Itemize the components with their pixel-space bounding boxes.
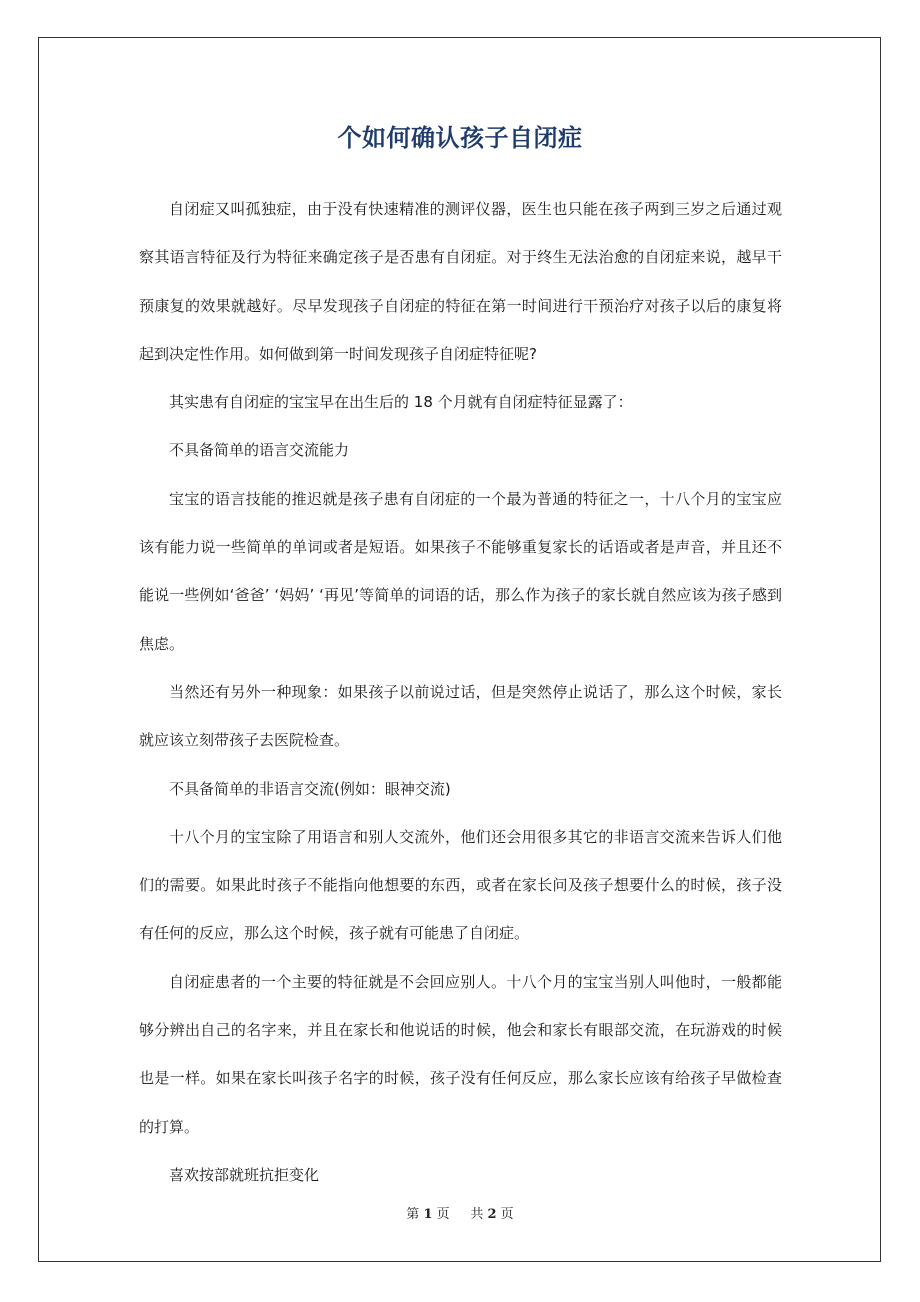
paragraph-intro: 自闭症又叫孤独症，由于没有快速精准的测评仪器，医生也只能在孩子两到三岁之后通过观察其语言特征及行为特征来确定孩子是否患有自闭症。对于终生无法治愈的自闭症来说，越早干预康复的效果就越好。尽早发现孩子自闭症的特征在第一时间进行干预治疗对孩子以后的康复将起到决定性作用。如何做到第一时间发现孩子自闭症特征呢? — [139, 200, 782, 363]
footer-page-prefix: 第 — [406, 1207, 420, 1222]
paragraph-18-months: 其实患有自闭症的宝宝早在出生后的 18 个月就有自闭症特征显露了： — [169, 393, 633, 412]
document-title: 个如何确认孩子自闭症 — [337, 124, 583, 152]
footer-page-unit: 页 — [436, 1207, 450, 1222]
paragraph-nonverbal: 十八个月的宝宝除了用语言和别人交流外，他们还会用很多其它的非语言交流来告诉人们他们的需要。如果此时孩子不能指向他想要的东西，或者在家长问及孩子想要什么的时候，孩子没有任何的反应，那么这个时候，孩子就有可能患了自闭症。 — [139, 827, 782, 943]
footer-total-unit: 页 — [500, 1207, 514, 1222]
section-heading-verbal: 不具备简单的语言交流能力 — [169, 441, 350, 460]
footer-page-total: 2 — [487, 1207, 497, 1222]
footer-page-current: 1 — [423, 1207, 433, 1222]
section-heading-routine: 喜欢按部就班抗拒变化 — [169, 1165, 320, 1184]
paragraph-language-delay: 宝宝的语言技能的推迟就是孩子患有自闭症的一个最为普通的特征之一，十八个月的宝宝应该有能力说一些简单的单词或者是短语。如果孩子不能够重复家长的话语或者是声音，并且还不能说一些例如‘爸爸’ ‘妈妈’ ‘再见’等简单的词语的话，那么作为孩子的家长就自然应该为孩子感到焦虑。 — [139, 489, 782, 653]
section-heading-nonverbal: 不具备简单的非语言交流(例如：眼神交流) — [169, 779, 451, 798]
paragraph-stopped-talking: 当然还有另外一种现象：如果孩子以前说过话，但是突然停止说话了，那么这个时候，家长就应该立刻带孩子去医院检查。 — [139, 682, 782, 750]
page-footer — [0, 1205, 920, 1225]
paragraph-no-response: 自闭症患者的一个主要的特征就是不会回应别人。十八个月的宝宝当别人叫他时，一般都能够分辨出自己的名字来，并且在家长和他说话的时候，他会和家长有眼部交流，在玩游戏的时候也是一样。如果在家长叫孩子名字的时候，孩子没有任何反应，那么家长应该有给孩子早做检查的打算。 — [139, 972, 782, 1136]
document-body — [139, 185, 782, 1199]
footer-total-prefix: 共 — [470, 1207, 484, 1222]
